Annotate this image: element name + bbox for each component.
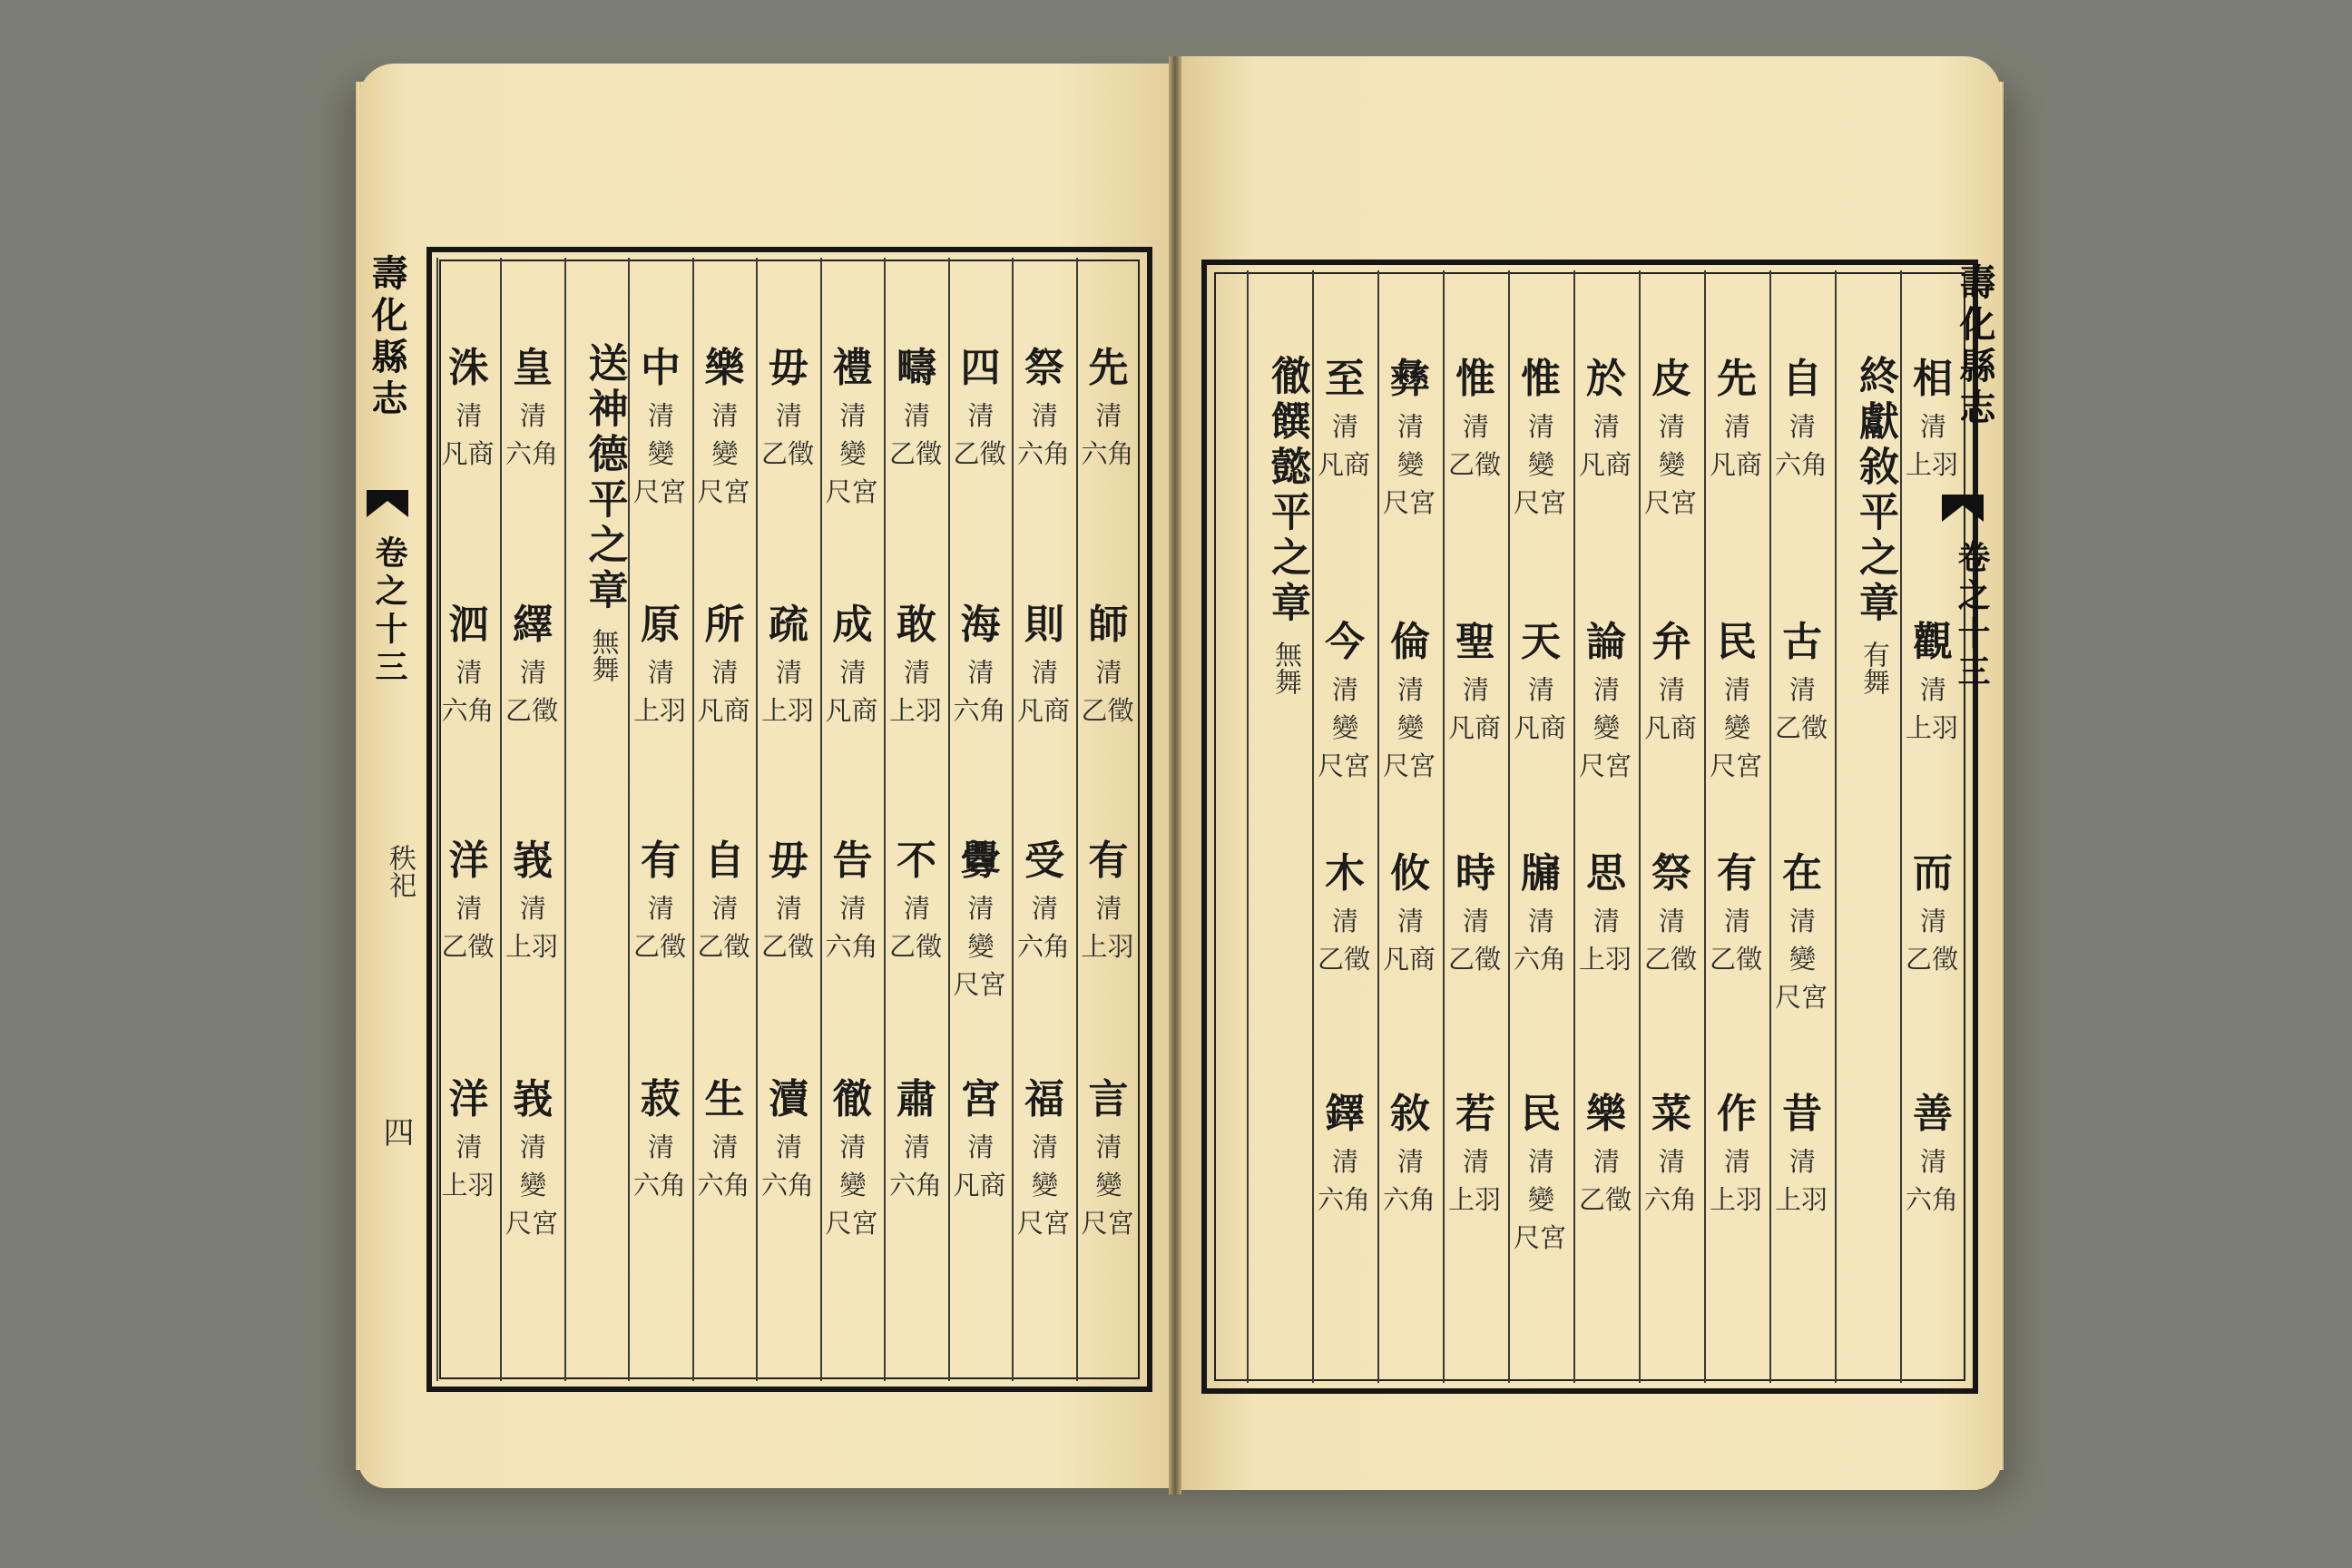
music-notation: 清 [456, 893, 483, 924]
music-notation: 變 [1789, 944, 1817, 975]
music-notation: 清 [1463, 411, 1490, 442]
music-notation: 清 [904, 657, 931, 688]
music-notation: 清 [839, 400, 867, 431]
music-notation: 乙徵 [1448, 449, 1502, 480]
music-notation: 尺宮 [1579, 750, 1632, 781]
music-notation: 變 [1593, 712, 1621, 743]
music-notation: 乙徵 [953, 438, 1006, 469]
music-notation: 六角 [1775, 449, 1828, 480]
music-notation: 尺宮 [1514, 487, 1567, 518]
music-notation: 上羽 [633, 695, 687, 726]
lyric-character: 告 [832, 838, 877, 884]
music-notation: 乙徵 [1775, 712, 1828, 743]
music-notation: 清 [1332, 906, 1359, 936]
lyric-character: 若 [1455, 1091, 1499, 1137]
music-notation: 清 [1724, 906, 1751, 936]
music-notation: 乙徵 [1318, 944, 1371, 975]
music-notation: 清 [1095, 893, 1122, 924]
lyric-character: 禮 [832, 345, 877, 391]
music-notation: 清 [1528, 906, 1555, 936]
music-notation: 清 [1032, 893, 1059, 924]
music-notation: 凡商 [1579, 449, 1632, 480]
music-notation: 清 [520, 893, 547, 924]
music-notation: 變 [1095, 1170, 1122, 1200]
music-notation: 六角 [825, 931, 878, 962]
music-notation: 上羽 [1579, 944, 1632, 975]
music-notation: 六角 [1017, 931, 1071, 962]
lyric-character: 惟 [1455, 356, 1499, 402]
music-notation: 上羽 [1775, 1184, 1828, 1215]
music-notation: 清 [1397, 1146, 1425, 1177]
music-notation: 清 [711, 893, 739, 924]
lyric-character: 昔 [1782, 1091, 1826, 1137]
music-notation: 尺宮 [825, 476, 878, 507]
dance-note: 無舞 [1269, 641, 1301, 695]
music-notation: 清 [1659, 906, 1686, 936]
music-notation: 清 [648, 1132, 675, 1162]
lyric-character: 毋 [769, 345, 812, 391]
lyric-character: 論 [1586, 619, 1630, 665]
music-notation: 上羽 [1906, 712, 1959, 743]
music-notation: 清 [520, 400, 547, 431]
lyric-character: 觀 [1913, 619, 1956, 665]
music-notation: 清 [1659, 1146, 1686, 1177]
column-rule [436, 258, 438, 1381]
lyric-character: 受 [1024, 838, 1068, 884]
lyric-character: 有 [1717, 850, 1760, 897]
music-notation: 清 [1397, 906, 1425, 936]
music-notation: 尺宮 [697, 476, 750, 507]
music-notation: 清 [1789, 906, 1817, 936]
section-heading: 徹饌懿平之章 [1264, 355, 1310, 627]
lyric-character: 而 [1913, 850, 1956, 897]
music-notation: 六角 [697, 1170, 750, 1200]
music-notation: 尺宮 [633, 476, 687, 507]
music-notation: 凡商 [697, 695, 750, 726]
music-notation: 清 [1724, 1146, 1751, 1177]
lyric-character: 有 [641, 838, 684, 884]
music-notation: 乙徵 [761, 438, 815, 469]
lyric-character: 於 [1586, 356, 1630, 402]
music-notation: 清 [1789, 1146, 1817, 1177]
left-banner-title: 壽化縣志 [366, 254, 408, 421]
lyric-character: 攸 [1390, 850, 1434, 897]
book-gutter [1169, 56, 1181, 1494]
music-notation: 乙徵 [441, 931, 495, 962]
music-notation: 清 [1724, 674, 1751, 705]
column-rule [1012, 258, 1014, 1381]
music-notation: 清 [1463, 674, 1490, 705]
music-notation: 上羽 [1081, 931, 1134, 962]
music-notation: 清 [1593, 1146, 1621, 1177]
music-notation: 上羽 [889, 695, 943, 726]
music-notation: 變 [1528, 1184, 1555, 1215]
music-notation: 清 [456, 1132, 483, 1162]
music-notation: 尺宮 [1775, 982, 1828, 1013]
music-notation: 凡商 [953, 1170, 1006, 1200]
lyric-character: 先 [1717, 356, 1760, 402]
music-notation: 清 [520, 657, 547, 688]
column-rule [1835, 270, 1837, 1383]
music-notation: 上羽 [761, 695, 815, 726]
music-notation: 上羽 [1448, 1184, 1502, 1215]
music-notation: 清 [776, 657, 803, 688]
music-notation: 乙徵 [1579, 1184, 1632, 1215]
music-notation: 乙徵 [1906, 944, 1959, 975]
music-notation: 清 [1032, 1132, 1059, 1162]
music-notation: 變 [1724, 712, 1751, 743]
music-notation: 凡商 [825, 695, 878, 726]
lyric-character: 相 [1913, 356, 1956, 402]
lyric-character: 成 [832, 602, 877, 648]
lyric-character: 倫 [1390, 619, 1434, 665]
lyric-character: 民 [1521, 1091, 1564, 1137]
music-notation: 尺宮 [1017, 1208, 1071, 1239]
lyric-character: 疏 [769, 602, 812, 648]
music-notation: 六角 [1081, 438, 1134, 469]
music-notation: 六角 [1644, 1184, 1698, 1215]
music-notation: 清 [1659, 411, 1686, 442]
lyric-character: 彝 [1390, 356, 1434, 402]
lyric-character: 樂 [1586, 1091, 1630, 1137]
music-notation: 清 [1032, 400, 1059, 431]
lyric-character: 聖 [1455, 619, 1499, 665]
music-notation: 乙徵 [1710, 944, 1763, 975]
music-notation: 凡商 [441, 438, 495, 469]
music-notation: 乙徵 [1644, 944, 1698, 975]
lyric-character: 自 [1782, 356, 1826, 402]
lyric-character: 瀆 [769, 1076, 812, 1122]
lyric-character: 牖 [1521, 850, 1564, 897]
music-notation: 乙徵 [1081, 695, 1134, 726]
column-rule [1508, 270, 1510, 1383]
music-notation: 變 [1032, 1170, 1059, 1200]
lyric-character: 樂 [704, 345, 749, 391]
music-notation: 尺宮 [1383, 487, 1436, 518]
music-notation: 變 [648, 438, 675, 469]
music-notation: 六角 [1318, 1184, 1371, 1215]
music-notation: 六角 [633, 1170, 687, 1200]
music-notation: 變 [1332, 712, 1359, 743]
lyric-character: 洋 [448, 838, 493, 884]
music-notation: 清 [967, 400, 995, 431]
music-notation: 尺宮 [1081, 1208, 1134, 1239]
music-notation: 清 [839, 657, 867, 688]
lyric-character: 峩 [513, 838, 556, 884]
music-notation: 六角 [505, 438, 559, 469]
lyric-character: 菽 [641, 1076, 684, 1122]
lyric-character: 洋 [448, 1076, 493, 1122]
lyric-character: 宮 [960, 1076, 1004, 1122]
lyric-character: 皇 [513, 345, 556, 391]
lyric-character: 今 [1325, 619, 1368, 665]
lyric-character: 祭 [1024, 345, 1068, 391]
music-notation: 清 [1528, 411, 1555, 442]
music-notation: 變 [1397, 449, 1425, 480]
music-notation: 凡商 [1710, 449, 1763, 480]
music-notation: 清 [456, 657, 483, 688]
music-notation: 變 [1528, 449, 1555, 480]
music-notation: 上羽 [441, 1170, 495, 1200]
music-notation: 清 [904, 400, 931, 431]
music-notation: 尺宮 [1514, 1222, 1567, 1253]
dance-note: 無舞 [586, 628, 619, 682]
music-notation: 清 [1463, 906, 1490, 936]
lyric-character: 中 [641, 345, 684, 391]
lyric-character: 祭 [1651, 850, 1695, 897]
music-notation: 六角 [889, 1170, 943, 1200]
music-notation: 六角 [441, 695, 495, 726]
column-rule [1769, 270, 1771, 1383]
lyric-character: 毋 [769, 838, 812, 884]
lyric-character: 先 [1088, 345, 1132, 391]
lyric-character: 海 [960, 602, 1004, 648]
music-notation: 尺宮 [1318, 750, 1371, 781]
lyric-character: 釁 [960, 838, 1004, 884]
music-notation: 清 [648, 893, 675, 924]
music-notation: 乙徵 [1448, 944, 1502, 975]
music-notation: 六角 [761, 1170, 815, 1200]
column-rule [1443, 270, 1445, 1383]
section-heading: 送神德平之章 [581, 342, 628, 614]
music-notation: 清 [1920, 1146, 1947, 1177]
music-notation: 清 [1789, 674, 1817, 705]
music-notation: 清 [1095, 400, 1122, 431]
lyric-character: 菜 [1651, 1091, 1695, 1137]
column-rule [820, 258, 822, 1381]
music-notation: 尺宮 [1383, 750, 1436, 781]
music-notation: 清 [776, 400, 803, 431]
lyric-character: 言 [1088, 1076, 1132, 1122]
music-notation: 清 [520, 1132, 547, 1162]
right-banner-title: 壽化縣志 [1954, 263, 1996, 430]
right-volume-label: 卷之十三 [1953, 540, 1991, 692]
music-notation: 上羽 [505, 931, 559, 962]
music-notation: 清 [1789, 411, 1817, 442]
music-notation: 變 [520, 1170, 547, 1200]
music-notation: 清 [1032, 657, 1059, 688]
music-notation: 清 [776, 893, 803, 924]
music-notation: 尺宮 [1644, 487, 1698, 518]
column-rule [1704, 270, 1706, 1383]
lyric-character: 思 [1586, 850, 1630, 897]
left-volume-label: 卷之十三 [370, 535, 408, 688]
music-notation: 尺宮 [825, 1208, 878, 1239]
music-notation: 清 [711, 657, 739, 688]
lyric-character: 福 [1024, 1076, 1068, 1122]
music-notation: 乙徵 [761, 931, 815, 962]
music-notation: 六角 [1383, 1184, 1436, 1215]
music-notation: 變 [839, 1170, 867, 1200]
column-rule [1377, 270, 1379, 1383]
music-notation: 清 [967, 893, 995, 924]
music-notation: 清 [1463, 1146, 1490, 1177]
music-notation: 清 [967, 1132, 995, 1162]
music-notation: 變 [1397, 712, 1425, 743]
music-notation: 凡商 [1383, 944, 1436, 975]
column-rule [756, 258, 758, 1381]
music-notation: 乙徵 [889, 931, 943, 962]
lyric-character: 徹 [832, 1076, 877, 1122]
column-rule [948, 258, 950, 1381]
column-rule [884, 258, 886, 1381]
lyric-character: 生 [704, 1076, 749, 1122]
lyric-character: 肅 [897, 1076, 940, 1122]
lyric-character: 皮 [1651, 356, 1695, 402]
lyric-character: 古 [1782, 619, 1826, 665]
music-notation: 凡商 [1514, 712, 1567, 743]
lyric-character: 四 [960, 345, 1004, 391]
music-notation: 清 [1724, 411, 1751, 442]
section-heading: 終獻敘平之章 [1852, 355, 1898, 627]
lyric-character: 有 [1088, 838, 1132, 884]
music-notation: 上羽 [1906, 449, 1959, 480]
lyric-character: 至 [1325, 356, 1368, 402]
lyric-character: 作 [1717, 1091, 1760, 1137]
music-notation: 清 [1593, 411, 1621, 442]
music-notation: 變 [1659, 449, 1686, 480]
music-notation: 凡商 [1017, 695, 1071, 726]
column-rule [692, 258, 694, 1381]
music-notation: 清 [1332, 411, 1359, 442]
music-notation: 乙徵 [633, 931, 687, 962]
left-folio-number: 四 [377, 1116, 414, 1147]
music-notation: 清 [1332, 1146, 1359, 1177]
lyric-character: 自 [704, 838, 749, 884]
lyric-character: 善 [1913, 1091, 1956, 1137]
column-rule [500, 258, 502, 1381]
music-notation: 六角 [953, 695, 1006, 726]
lyric-character: 木 [1325, 850, 1368, 897]
lyric-character: 在 [1782, 850, 1826, 897]
music-notation: 乙徵 [697, 931, 750, 962]
music-notation: 清 [776, 1132, 803, 1162]
music-notation: 凡商 [1318, 449, 1371, 480]
music-notation: 清 [1095, 657, 1122, 688]
music-notation: 清 [1659, 674, 1686, 705]
music-notation: 六角 [1906, 1184, 1959, 1215]
music-notation: 清 [1528, 674, 1555, 705]
lyric-character: 弁 [1651, 619, 1695, 665]
music-notation: 尺宮 [505, 1208, 559, 1239]
music-notation: 清 [1397, 411, 1425, 442]
music-notation: 清 [711, 1132, 739, 1162]
music-notation: 尺宮 [953, 969, 1006, 1000]
lyric-character: 敢 [897, 602, 940, 648]
column-rule [1076, 258, 1078, 1381]
lyric-character: 鐸 [1325, 1091, 1368, 1137]
music-notation: 清 [1397, 674, 1425, 705]
lyric-character: 師 [1088, 602, 1132, 648]
lyric-character: 敘 [1390, 1091, 1434, 1137]
lyric-character: 民 [1717, 619, 1760, 665]
music-notation: 變 [711, 438, 739, 469]
music-notation: 凡商 [1644, 712, 1698, 743]
left-section-label: 秩祀 [384, 844, 416, 898]
column-rule [564, 258, 566, 1381]
music-notation: 清 [1920, 411, 1947, 442]
lyric-character: 疇 [897, 345, 940, 391]
column-rule [1639, 270, 1641, 1383]
music-notation: 六角 [1017, 438, 1071, 469]
music-notation: 清 [1593, 906, 1621, 936]
music-notation: 清 [967, 657, 995, 688]
music-notation: 清 [1332, 674, 1359, 705]
lyric-character: 繹 [513, 602, 556, 648]
music-notation: 清 [904, 1132, 931, 1162]
lyric-character: 所 [704, 602, 749, 648]
column-rule [1573, 270, 1575, 1383]
music-notation: 乙徵 [889, 438, 943, 469]
music-notation: 清 [1528, 1146, 1555, 1177]
dance-note: 有舞 [1857, 641, 1889, 695]
lyric-character: 原 [641, 602, 684, 648]
column-rule [1247, 270, 1249, 1383]
lyric-character: 則 [1024, 602, 1068, 648]
music-notation: 清 [648, 400, 675, 431]
music-notation: 清 [648, 657, 675, 688]
music-notation: 清 [1920, 674, 1947, 705]
music-notation: 變 [839, 438, 867, 469]
music-notation: 清 [711, 400, 739, 431]
lyric-character: 天 [1521, 619, 1564, 665]
music-notation: 清 [1920, 906, 1947, 936]
music-notation: 乙徵 [505, 695, 559, 726]
lyric-character: 泗 [448, 602, 493, 648]
lyric-character: 不 [897, 838, 940, 884]
music-notation: 清 [456, 400, 483, 431]
music-notation: 清 [839, 1132, 867, 1162]
lyric-character: 峩 [513, 1076, 556, 1122]
music-notation: 清 [1095, 1132, 1122, 1162]
music-notation: 清 [839, 893, 867, 924]
music-notation: 清 [1593, 674, 1621, 705]
music-notation: 變 [967, 931, 995, 962]
lyric-character: 洙 [448, 345, 493, 391]
music-notation: 尺宮 [1710, 750, 1763, 781]
music-notation: 清 [904, 893, 931, 924]
music-notation: 六角 [1514, 944, 1567, 975]
music-notation: 凡商 [1448, 712, 1502, 743]
lyric-character: 惟 [1521, 356, 1564, 402]
lyric-character: 時 [1455, 850, 1499, 897]
music-notation: 上羽 [1710, 1184, 1763, 1215]
